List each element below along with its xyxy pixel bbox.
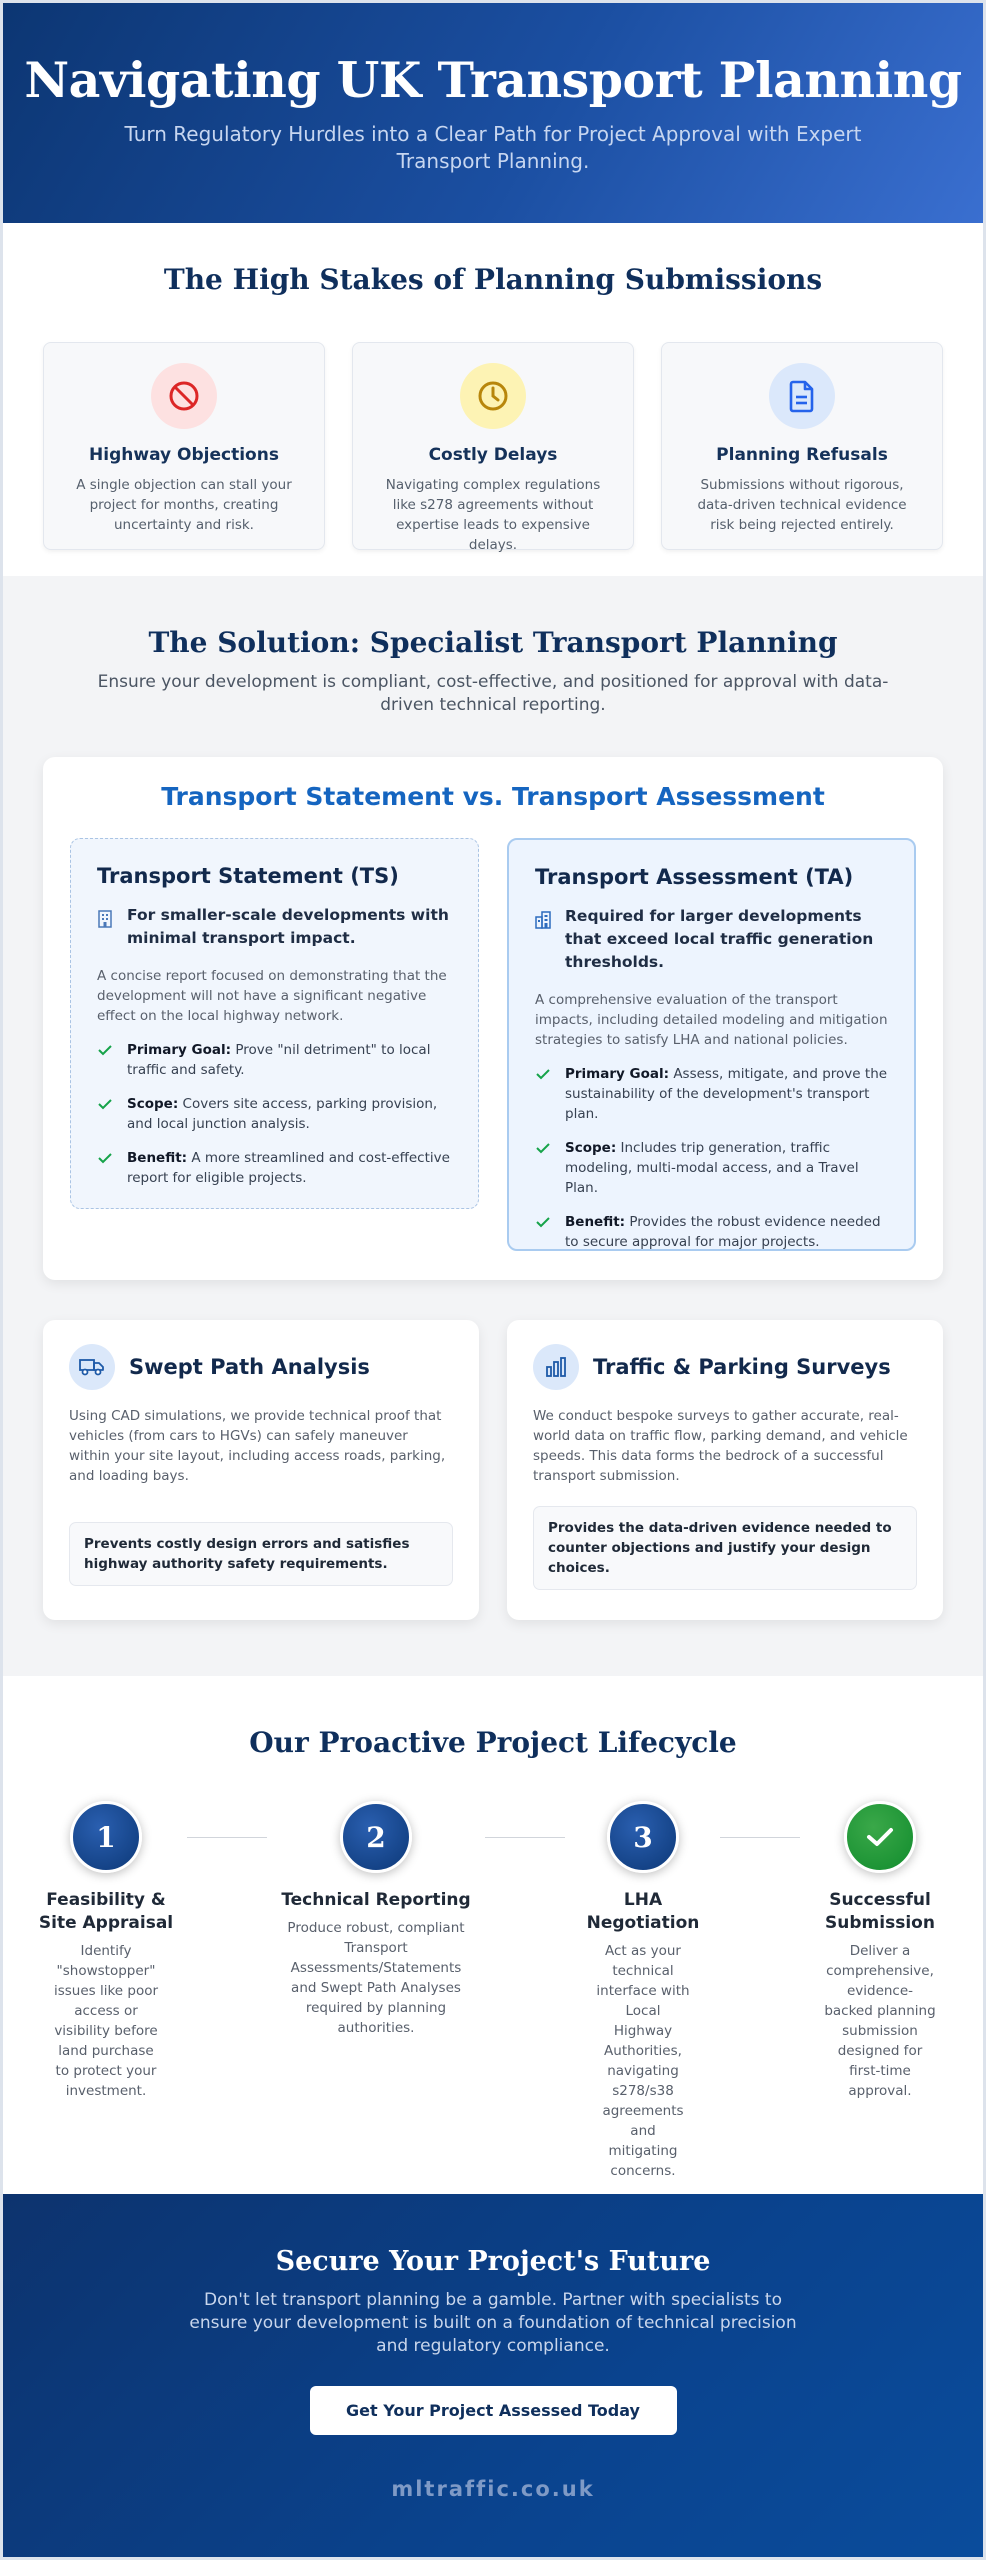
solution-subtitle: Ensure your development is compliant, cost-effective, and positioned for approval with data-driven technical reporting. <box>97 672 889 715</box>
risk-text: A single objection can stall your project for months, creating uncertainty and risk. <box>76 477 292 533</box>
step-number: 1 <box>70 1801 142 1873</box>
bullet-label: Scope: <box>565 1140 617 1156</box>
cta-text: Don't let transport planning be a gamble. Partner with specialists to ensure your development is built on a foundation of technical precision and regulatory compliance. <box>189 2290 797 2356</box>
service-highlight: Provides the data-driven evidence needed to counter objections and justify your design choices. <box>533 1506 917 1590</box>
stakes-title: The High Stakes of Planning Submissions <box>163 263 823 296</box>
step-text: Deliver a comprehensive, evidence-backed planning submission designed for first-time approval. <box>824 1943 936 2099</box>
risk-card-highway-objections <box>43 342 325 550</box>
step-connector <box>720 1837 800 1838</box>
step-title: Feasibility & Site Appraisal <box>38 1890 174 1933</box>
step-text: Act as your technical interface with Local Highway Authorities, navigating s278/s38 agreements and mitigating concerns. <box>596 1943 690 2179</box>
bullet-label: Benefit: <box>127 1150 188 1166</box>
bullet-text: Covers site access, parking provision, and local junction analysis. <box>127 1096 438 1132</box>
service-text: We conduct bespoke surveys to gather accurate, real-world data on traffic flow, parking demand, and vehicle speeds. This data forms the bedrock of a successful transport submission. <box>533 1408 908 1484</box>
bullet-primary-goal <box>535 1064 888 1124</box>
service-text: Using CAD simulations, we provide technical proof that vehicles (from cars to HGVs) can safely maneuver within your site layout, including access roads, parking, and loading bays. <box>69 1408 446 1484</box>
lifecycle-step-4 <box>805 1801 955 2101</box>
lifecycle-step-3 <box>570 1801 716 2181</box>
service-card-swept-path <box>43 1320 479 1620</box>
solution-section <box>3 576 983 1676</box>
risk-title: Highway Objections <box>89 445 279 465</box>
clock-icon <box>460 363 526 429</box>
requirement-text: Required for larger developments that exceed local traffic generation thresholds. <box>565 907 874 971</box>
step-text: Produce robust, compliant Transport Assessments/Statements and Swept Path Analyses required by planning authorities. <box>287 1920 465 2036</box>
check-icon <box>535 1138 565 1198</box>
bullet-text: Assess, mitigate, and prove the sustainability of the development's transport plan. <box>565 1066 888 1122</box>
requirement <box>97 904 452 950</box>
requirement <box>535 905 888 974</box>
bullet-scope <box>97 1094 452 1134</box>
solution-title: The Solution: Specialist Transport Planning <box>148 626 838 659</box>
bullet-scope <box>535 1138 888 1198</box>
step-connector <box>485 1837 565 1838</box>
check-icon <box>97 1148 127 1188</box>
cta-title: Secure Your Project's Future <box>275 2246 711 2277</box>
check-icon <box>97 1040 127 1080</box>
transport-statement-card <box>70 838 479 1209</box>
lifecycle-title: Our Proactive Project Lifecycle <box>249 1726 737 1759</box>
service-cards <box>3 1320 983 1620</box>
risk-text: Navigating complex regulations like s278 agreements without expertise leads to expensive delays. <box>385 477 601 553</box>
bullet-label: Primary Goal: <box>127 1042 232 1058</box>
bar-chart-icon <box>533 1344 579 1390</box>
service-highlight: Prevents costly design errors and satisfies highway authority safety requirements. <box>69 1522 453 1586</box>
bullet-text: Includes trip generation, traffic modeling, multi-modal access, and a Travel Plan. <box>565 1140 859 1196</box>
step-text: Identify "showstopper" issues like poor access or visibility before land purchase to protect your investment. <box>53 1943 159 2099</box>
bullet-text: Provides the robust evidence needed to secure approval for major projects. <box>565 1214 881 1250</box>
risk-title: Planning Refusals <box>716 445 888 465</box>
card-description: A concise report focused on demonstrating that the development will not have a significant negative effect on the local highway network. <box>97 968 447 1024</box>
bullet-label: Scope: <box>127 1096 179 1112</box>
risk-cards <box>3 342 983 553</box>
check-icon <box>97 1094 127 1134</box>
transport-assessment-card <box>507 838 916 1251</box>
step-number: 2 <box>340 1801 412 1873</box>
card-description: A comprehensive evaluation of the transport impacts, including detailed modeling and mitigation strategies to satisfy LHA and national policies. <box>535 992 888 1048</box>
checkmark-icon <box>844 1801 916 1873</box>
bullet-text: A more streamlined and cost-effective report for eligible projects. <box>127 1150 450 1186</box>
step-title: Successful Submission <box>825 1890 935 1933</box>
step-title: Technical Reporting <box>281 1890 471 1910</box>
truck-icon <box>69 1344 115 1390</box>
step-number: 3 <box>607 1801 679 1873</box>
hero-banner <box>3 3 983 223</box>
hero-title: Navigating UK Transport Planning <box>24 51 962 109</box>
cta-section <box>3 2194 983 2557</box>
ban-icon <box>151 363 217 429</box>
bullet-text: Prove "nil detriment" to local traffic and safety. <box>127 1042 431 1078</box>
page <box>3 3 983 2557</box>
building-icon <box>97 904 127 950</box>
service-card-traffic-surveys <box>507 1320 943 1620</box>
bullet-label: Primary Goal: <box>565 1066 670 1082</box>
comparison-title: Transport Statement vs. Transport Assessment <box>161 782 825 811</box>
comparison-cards <box>43 838 943 1251</box>
risk-card-planning-refusals <box>661 342 943 550</box>
card-title: Transport Statement (TS) <box>97 864 399 888</box>
service-title: Traffic & Parking Surveys <box>593 1355 891 1379</box>
stakes-section <box>3 223 983 576</box>
website-link[interactable]: mltraffic.co.uk <box>391 2477 595 2501</box>
document-icon <box>769 363 835 429</box>
comparison-panel <box>43 757 943 1280</box>
hero-subtitle: Turn Regulatory Hurdles into a Clear Path for Project Approval with Expert Transport Planning. <box>124 122 862 173</box>
risk-text: Submissions without rigorous, data-driven technical evidence risk being rejected entirely. <box>697 477 907 533</box>
bullet-benefit <box>535 1212 888 1252</box>
step-connector <box>187 1837 267 1838</box>
service-title: Swept Path Analysis <box>129 1355 370 1379</box>
lifecycle-step-1 <box>31 1801 181 2101</box>
risk-title: Costly Delays <box>428 445 558 465</box>
lifecycle-section <box>3 1676 983 2194</box>
bullet-benefit <box>97 1148 452 1188</box>
check-icon <box>535 1064 565 1124</box>
bullet-primary-goal <box>97 1040 452 1080</box>
step-title: LHA Negotiation <box>586 1890 700 1933</box>
bullet-label: Benefit: <box>565 1214 626 1230</box>
city-buildings-icon <box>535 905 565 974</box>
check-icon <box>535 1212 565 1252</box>
lifecycle-step-2 <box>271 1801 481 2038</box>
get-assessed-button[interactable]: Get Your Project Assessed Today <box>310 2386 677 2435</box>
requirement-text: For smaller-scale developments with minimal transport impact. <box>127 906 449 947</box>
card-title: Transport Assessment (TA) <box>535 865 854 889</box>
risk-card-costly-delays <box>352 342 634 553</box>
